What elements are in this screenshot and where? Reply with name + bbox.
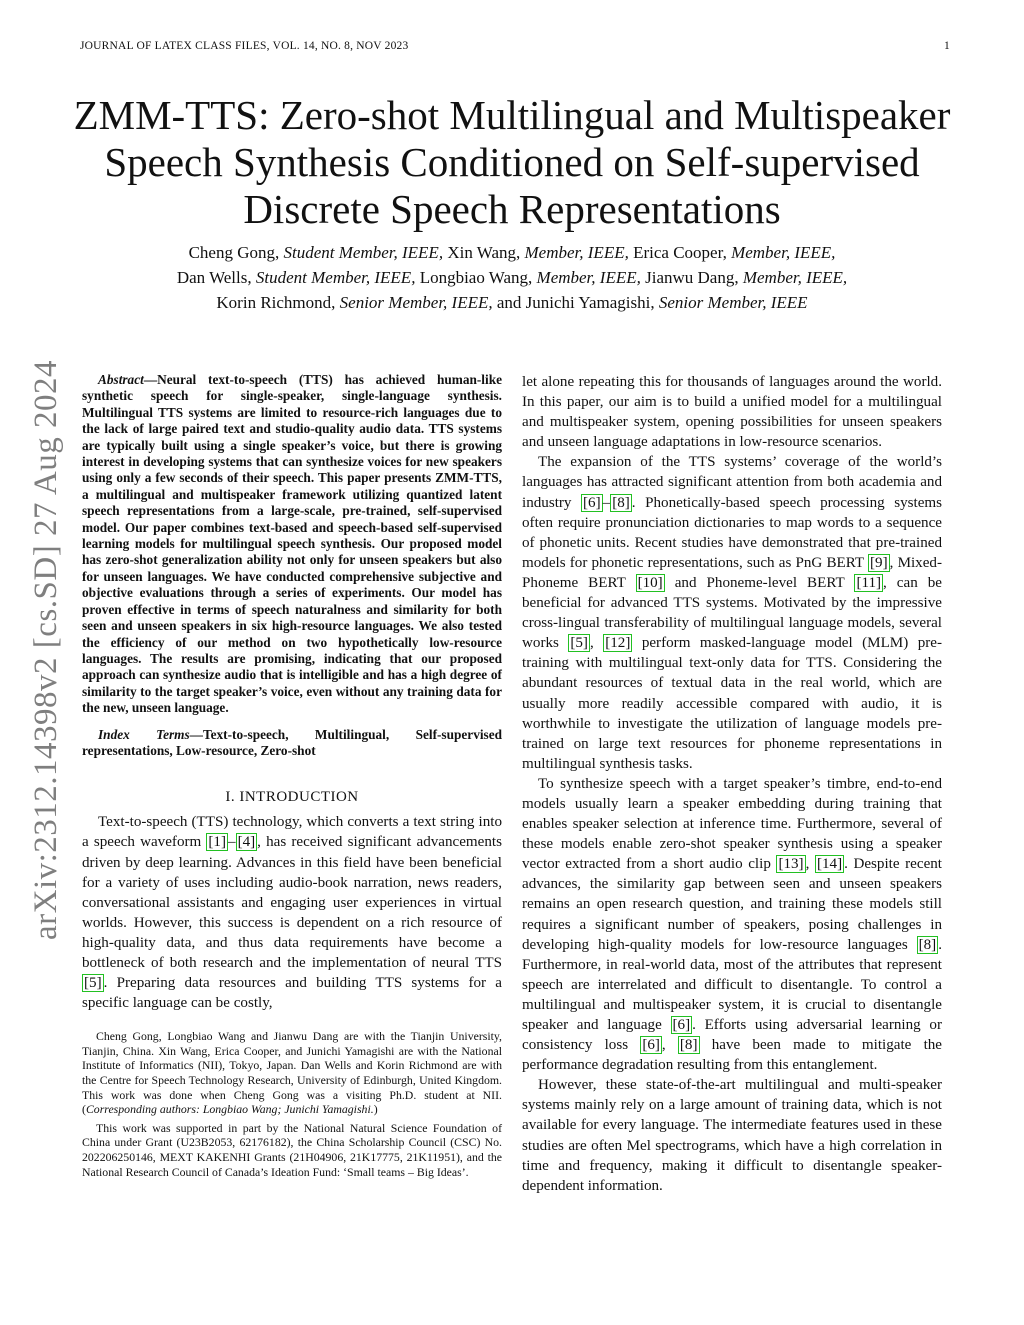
text-run: , bbox=[805, 856, 815, 873]
left-column bbox=[82, 372, 502, 1183]
intro-paragraph bbox=[82, 812, 502, 1013]
footnote-affiliations bbox=[82, 1029, 502, 1117]
citation-link[interactable]: [5] bbox=[570, 635, 588, 652]
citation-link[interactable]: [8] bbox=[612, 494, 630, 511]
intro-paragraph bbox=[522, 774, 942, 1075]
intro-paragraph-continued: let alone repeating this for thousands of languages around the world. In this paper, our aim is to build a unified model for a multilingual and multispeaker system, opening possibilities for unseen speakers and unseen language adaptations in low-resource scenarios. bbox=[522, 374, 942, 451]
text-run: have been made to mitigate the performance degradation resulting from this entanglement. bbox=[522, 1037, 943, 1074]
citation-link[interactable]: [10] bbox=[637, 574, 663, 591]
section-heading-introduction: I. INTRODUCTION bbox=[225, 789, 359, 806]
page-number: 1 bbox=[944, 40, 950, 52]
corresponding-authors: Corresponding authors: Longbiao Wang; Junichi Yamagishi. bbox=[85, 1102, 374, 1117]
text-run: , can be beneficial for advanced TTS systems. Motivated by the impressive cross-lingual transferability of multilingual language models, several works bbox=[522, 574, 942, 652]
author-line-3 bbox=[90, 290, 934, 315]
author-role: Student Member, IEEE, bbox=[255, 268, 416, 287]
text-run: ) bbox=[373, 1102, 378, 1117]
citation-link[interactable]: [12] bbox=[605, 635, 631, 652]
author-list bbox=[90, 240, 934, 315]
text-run: , Mixed-Phoneme BERT bbox=[522, 554, 943, 591]
intro-paragraph bbox=[522, 452, 942, 774]
text-run: , bbox=[589, 635, 604, 652]
text-run: . Phonetically-based speech processing systems often require pronunciation dictionaries to map words to a sequence of phonetic units. Recent studies have demonstrated that pre-trained models for phonetic representations, such as PnG BERT bbox=[522, 494, 943, 571]
author-name: and Junichi Yamagishi, bbox=[492, 293, 659, 312]
text-run: . Efforts using adversarial learning or consistency loss bbox=[522, 1017, 942, 1054]
right-column bbox=[522, 372, 942, 1196]
author-line-2 bbox=[90, 265, 934, 290]
text-run: , has received significant advancements driven by deep learning. Advances in this field have been beneficial for a variety of uses including audio-book narration, news readers, conversational assistants and engaging user experiences in virtual worlds. However, this success is dependent on a rich resource of high-quality data, and thus data requirements have become a bottleneck of both research and the implementation of neural TTS bbox=[82, 834, 502, 971]
text-run: – bbox=[228, 834, 236, 851]
citation-link[interactable]: [5] bbox=[84, 975, 102, 992]
citation-link[interactable]: [14] bbox=[816, 856, 843, 873]
text-run: , bbox=[661, 1037, 678, 1054]
text-run: . Furthermore, in real-world data, most of the attributes that represent speech are interrelated and difficult to disentangle. To control a multilingual and multispeaker system, it is crucial to disentangle speaker and language bbox=[522, 936, 942, 1033]
text-run: . Despite recent advances, the similarity gap between seen and unseen speakers remains an open research question, and training these models still requires a significant number of speakers, posing challenges in developing high-quality models for low-resource languages bbox=[522, 856, 943, 953]
author-name: Xin Wang, bbox=[443, 243, 525, 262]
paper-title: ZMM-TTS: Zero-shot Multilingual and Multispeaker Speech Synthesis Conditioned on Self-supervised Discrete Speech Representations bbox=[73, 92, 951, 232]
abstract-label: Abstract bbox=[98, 372, 144, 387]
text-run: – bbox=[602, 494, 611, 511]
text-run: perform masked-language model (MLM) pre-training with multilingual text-only data for TTS. Considering the abundant resources of textual data in the real world, which are usually more readily accessible compared with audio, it is worthwhile to investigate the utilization of language models pre-trained on large text resources for phoneme representations in multilingual synthesis tasks. bbox=[522, 635, 943, 772]
text-run: Cheng Gong, Longbiao Wang and Jianwu Dang are with the Tianjin University, Tianjin, China. Xin Wang, Erica Cooper, and Junichi Yamagishi are with the National Institute of Informatics (NII), Tokyo, Japan. Dan Wells and Korin Richmond are with the Centre for Speech Technology Research, University of Edinburgh, United Kingdom. This work was done when Cheng Gong was a visiting Ph.D. student at NII. ( bbox=[82, 1029, 502, 1117]
author-role: Member, IEEE, bbox=[742, 268, 848, 287]
citation-link[interactable]: [6] bbox=[672, 1017, 691, 1033]
index-terms-label: Index Terms bbox=[98, 726, 190, 742]
text-run: Text-to-speech (TTS) technology, which converts a text string into a speech waveform bbox=[82, 814, 502, 851]
text-run: and Phoneme-level BERT bbox=[664, 574, 855, 591]
author-name: Korin Richmond, bbox=[216, 293, 340, 312]
author-role: Student Member, IEEE, bbox=[283, 243, 444, 262]
author-name: Jianwu Dang, bbox=[640, 268, 743, 287]
author-name: Dan Wells, bbox=[176, 268, 256, 287]
citation-link[interactable]: [4] bbox=[237, 834, 256, 851]
text-run: The expansion of the TTS systems’ coverage of the world’s languages has attracted significant attention from both academia and industry bbox=[522, 454, 942, 511]
citation-link[interactable]: [9] bbox=[870, 554, 888, 571]
citation-link[interactable]: [8] bbox=[679, 1037, 698, 1054]
index-terms-dash: — bbox=[189, 726, 203, 742]
author-name: Cheng Gong, bbox=[188, 243, 284, 262]
citation-link[interactable]: [1] bbox=[208, 834, 227, 851]
intro-paragraph: However, these state-of-the-art multilingual and multi-speaker systems mainly rely on a large amount of training data, which is not available for every language. The intermediate features used in these studies are often Mel spectrograms, which have a high correlation in time and frequency, making it difficult to disentangle speaker-dependent information. bbox=[522, 1077, 942, 1194]
author-role: Senior Member, IEEE bbox=[658, 293, 808, 312]
abstract-text: Neural text-to-speech (TTS) has achieved human-like synthetic speech for single-speaker, single-language synthesis. Multilingual TTS systems are limited to resource-rich languages due to the lack of large paired text and studio-quality audio data. TTS systems are typically built using a single speaker’s voice, but there is growing interest in developing systems that can synthesize voices for new speakers using only a few seconds of their speech. This paper presents ZMM-TTS, a multilingual and multispeaker framework utilizing quantized latent speech representations from a large-scale, pre-trained, self-supervised model. Our paper combines text-based and speech-based self-supervised learning models for multilingual speech synthesis. Our proposed model has zero-shot generalization ability not only for unseen speakers but also for unseen languages. We have conducted comprehensive subjective and objective evaluations through a series of experiments. Our model has proven effective in terms of speech naturalness and similarity for both seen and unseen speakers in six high-resource languages. We also tested the efficiency of our method on two hypothetically low-resource languages. The results are promising, indicating that our proposed approach can synthesize audio that is intelligible and has a high degree of similarity to the target speaker’s voice, even without any training data for the new, unseen language. bbox=[82, 372, 502, 716]
author-line-1 bbox=[90, 240, 934, 265]
abstract bbox=[82, 372, 502, 717]
citation-link[interactable]: [6] bbox=[642, 1037, 660, 1054]
author-role: Member, IEEE, bbox=[536, 268, 641, 287]
author-role: Member, IEEE, bbox=[524, 243, 629, 262]
citation-link[interactable]: [6] bbox=[583, 494, 601, 511]
citation-link[interactable]: [8] bbox=[918, 936, 937, 953]
arxiv-stamp: arXiv:2312.14398v2 [cs.SD] 27 Aug 2024 bbox=[28, 360, 64, 940]
author-role: Senior Member, IEEE, bbox=[339, 293, 493, 312]
footnote-funding: This work was supported in part by the National Natural Science Foundation of China under Grant (U23B2053, 62176182), the China Scholarship Council (CSC) No. 202206250146, MEXT KAKENHI Grants (21H04906, 21K17775, 21K11951), and the National Research Council of Canada’s Ideation Fund: ‘Small teams – Big Ideas’. bbox=[82, 1120, 502, 1179]
text-run: To synthesize speech with a target speaker’s timbre, end-to-end models usually learn a speaker embedding during training that enables speaker selection at inference time. Furthermore, several of these models enable zero-shot speaker synthesis using a speaker vector extracted from a short audio clip bbox=[522, 775, 942, 873]
text-run: . Preparing data resources and building TTS systems for a specific language can be costly, bbox=[82, 975, 502, 1012]
author-role: Member, IEEE, bbox=[731, 243, 836, 262]
journal-header: JOURNAL OF LATEX CLASS FILES, VOL. 14, NO. 8, NOV 2023 bbox=[80, 40, 409, 52]
citation-link[interactable]: [11] bbox=[856, 574, 882, 591]
index-terms-text: Text-to-speech, Multilingual, Self-supervised representations, Low-resource, Zero-shot bbox=[82, 726, 503, 758]
citation-link[interactable]: [13] bbox=[778, 856, 804, 873]
running-head bbox=[80, 40, 950, 52]
footnotes bbox=[82, 1029, 502, 1179]
abstract-dash: — bbox=[143, 372, 158, 387]
index-terms bbox=[82, 727, 502, 760]
author-name: Longbiao Wang, bbox=[415, 268, 537, 287]
author-name: Erica Cooper, bbox=[628, 243, 732, 262]
